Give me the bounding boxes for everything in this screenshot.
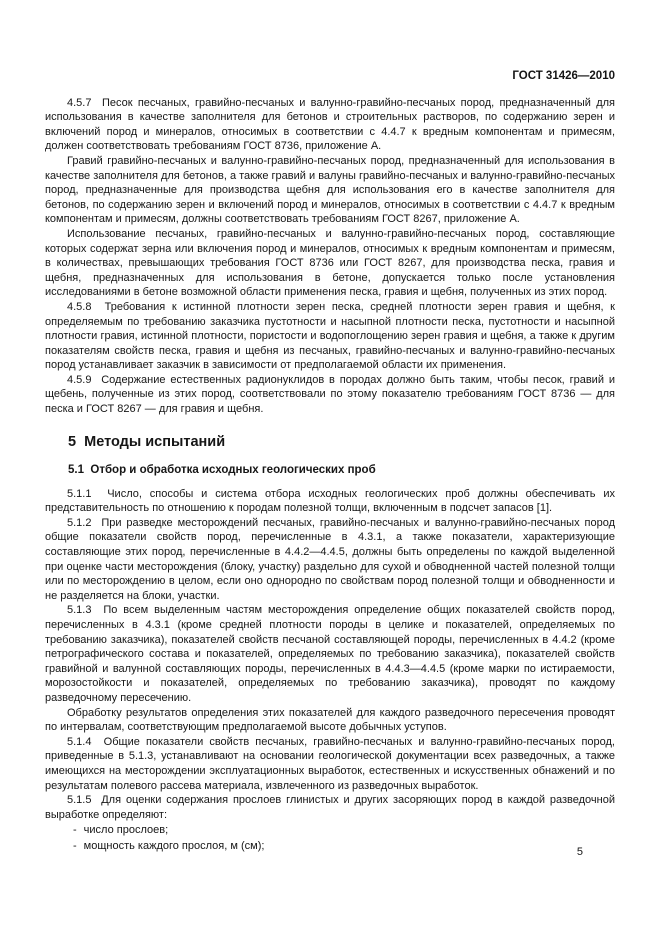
paragraph: 4.5.7 Песок песчаных, гравийно-песчаных и валунно-гравийно-песчаных пород, предназначенный для использования в качестве заполнителя для бетонов и строительных растворов, по содержанию зерен и включений пород и минералов, относимых в соответствии с 4.4.7 к вредным компонентам и примесям, должен соответствовать требованиям ГОСТ 8736, приложение А. <box>45 96 615 153</box>
subsection-heading: 5.1 Отбор и обработка исходных геологических проб <box>68 463 376 476</box>
paragraph: Использование песчаных, гравийно-песчаных и валунно-гравийно-песчаных пород, составляющие которых содержат зерна или включения пород и минералов, относимых к вредным компонентам и примесям, в количествах, превышающих требования ГОСТ 8736 или ГОСТ 8267, для производства песка, гравия и щебня, предназначенных для использования в бетоне, допускается только после установления исследованиями в бетоне возможной области применения песка, гравия и щебня, полученных из этих пород. <box>45 227 615 299</box>
paragraph: 4.5.9 Содержание естественных радионуклидов в породах должно быть таким, чтобы песок, гравий и щебень, полученные из этих пород, соответствовали по этому показателю требованиям ГОСТ 8736 — для песка и ГОСТ 8267 — для гравия и щебня. <box>45 373 615 416</box>
list-item-marker: - <box>73 839 77 852</box>
list-item <box>73 839 615 854</box>
document-body <box>45 96 615 854</box>
paragraph: 5.1.3 По всем выделенным частям месторождения определение общих показателей свойств пород, перечисленных в 4.3.1 (кроме средней плотности породы в целике и показателей, определяемых по требованию заказчика), показателей свойств песчаной составляющей породы, перечисленных в 4.4.2 (кроме петрографического состава и показателей, определяемых по требованию заказчика), показателей свойств гравийной и валунной составляющих породы, перечисленных в 4.4.3—4.4.5 (кроме марки по истираемости, морозостойкости и показателей, определяемых по требованию заказчика), проводят по каждому разведочному пересечению. <box>45 604 615 704</box>
paragraph: Обработку результатов определения этих показателей для каждого разведочного пересечения проводят по интервалам, соответствующим предполагаемой высоте добычных уступов. <box>45 706 615 734</box>
page-number: 5 <box>576 846 583 858</box>
paragraph: 5.1.1 Число, способы и система отбора исходных геологических проб должны обеспечивать их представительность по отношению к породам полезной толщи, включенным в подсчет запасов [1]. <box>45 487 615 515</box>
paragraph: Гравий гравийно-песчаных и валунно-гравийно-песчаных пород, предназначенный для использования в качестве заполнителя для бетонов, а также гравий и валуны гравийно-песчаных и валунно-гравийно-песчаных пород, предназначенные для производства щебня для использования его в качестве заполнителя для бетонов, по содержанию зерен и включений пород и минералов, относимых в соответствии с 4.4.7 к вредным компонентам и примесям, должны соответствовать требованиям ГОСТ 8267, приложение А. <box>45 154 615 226</box>
list-item-text: мощность каждого прослоя, м (см); <box>83 839 265 852</box>
section-heading: 5 Методы испытаний <box>68 433 226 450</box>
list-item <box>73 823 615 838</box>
list-item-text: число прослоев; <box>83 824 169 837</box>
paragraph: 5.1.4 Общие показатели свойств песчаных, гравийно-песчаных и валунно-гравийно-песчаных пород, приведенные в 5.1.3, устанавливают на основании геологической документации всех разведочных, а также имеющихся на месторождении эксплуатационных выработок, естественных и искусственных обнажений и по результатам полевого рассева материала, извлеченного из разведочных выработок. <box>45 735 615 792</box>
paragraph: 5.1.5 Для оценки содержания прослоев глинистых и других засоряющих пород в каждой разведочной выработке определяют: <box>45 794 615 821</box>
standard-number-header: ГОСТ 31426—2010 <box>512 70 615 82</box>
paragraph: 5.1.2 При разведке месторождений песчаных, гравийно-песчаных и валунно-гравийно-песчаных пород общие показатели свойств пород, перечисленные в 4.3.1, а также показатели, характеризующие составляющие этих пород, перечисленные в 4.4.2—4.4.5, должны быть определены по каждой выделенной при оценке части месторождения (блоку, участку) раздельно для сухой и обводненной частей полезной толщи или по месторождению в целом, если оно однородно по свойствам пород полезной толщи и обводненности и не разделяется на блоки, участки. <box>45 516 615 602</box>
paragraph: 4.5.8 Требования к истинной плотности зерен песка, средней плотности зерен гравия и щебня, к определяемым по требованию заказчика пустотности и насыпной плотности песка, пустотности и насыпной плотности гравия, истинной плотности, пористости и водопоглощению зерен гравия и щебня, а также к другим показателям свойств песка, гравия и щебня из песчаных, гравийно-песчаных и валунно-гравийно-песчаных пород устанавливает заказчик в зависимости от предполагаемой области их применения. <box>45 300 615 372</box>
list-item-marker: - <box>73 824 77 837</box>
